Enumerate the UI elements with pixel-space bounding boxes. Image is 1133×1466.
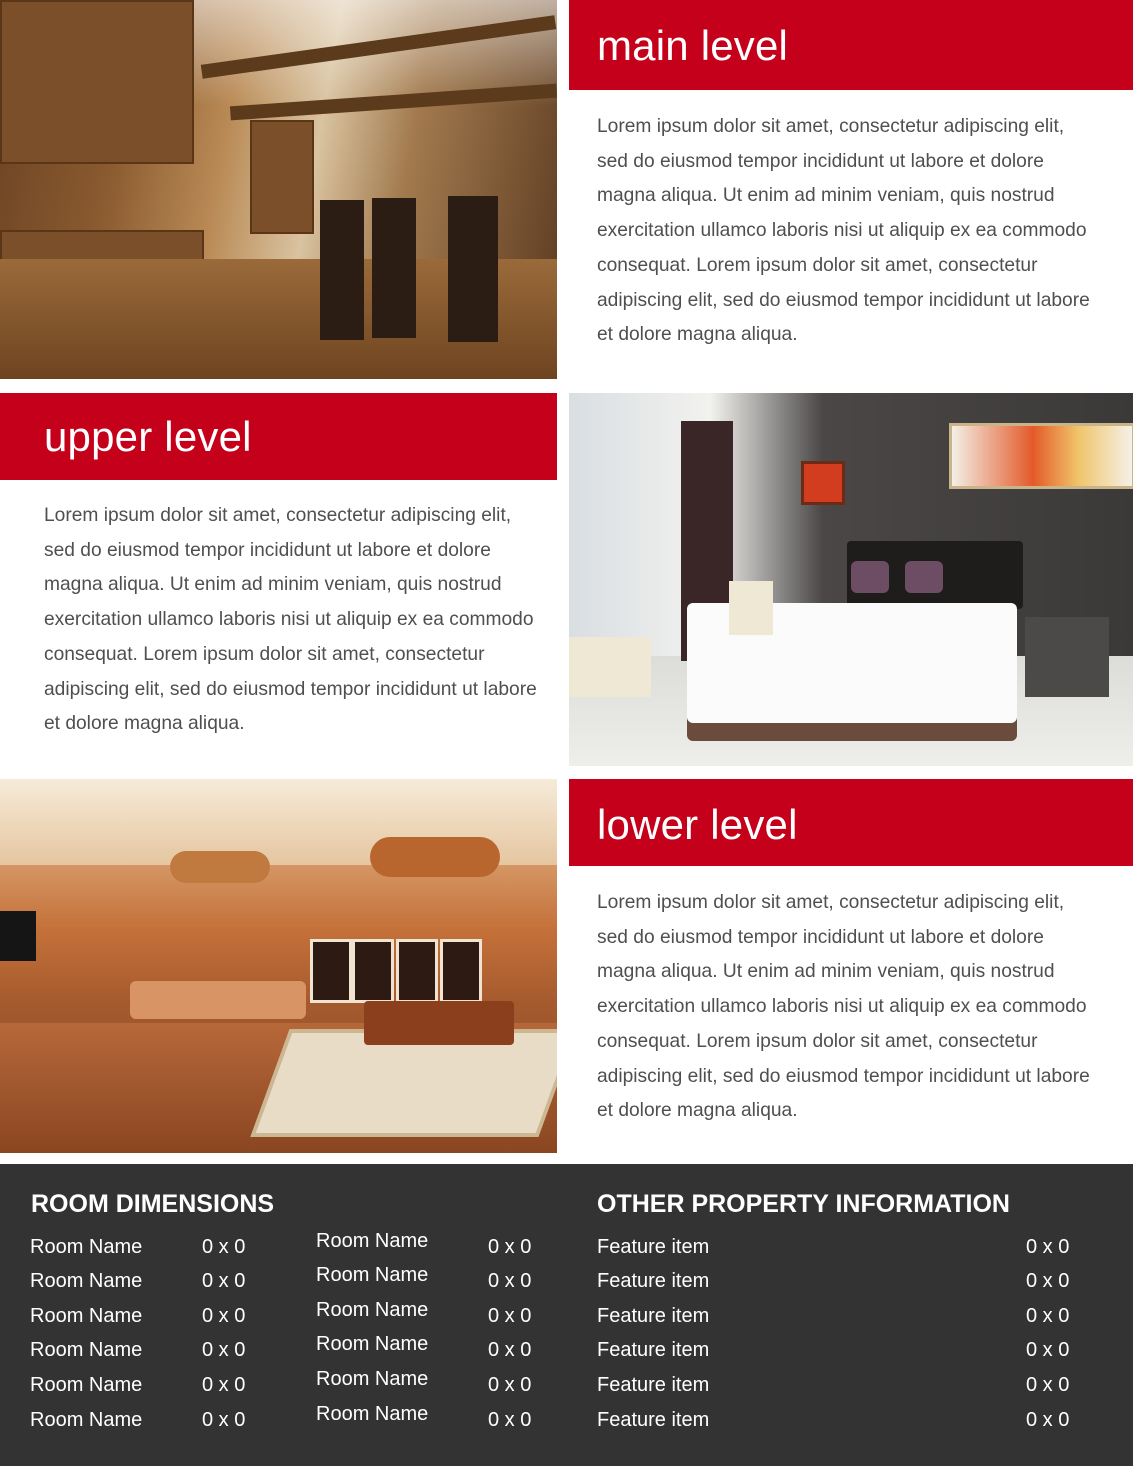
wall-painting	[949, 423, 1133, 489]
room-dimensions-heading: ROOM DIMENSIONS	[31, 1190, 275, 1218]
room-dimension: 0 x 0	[488, 1270, 532, 1292]
game-room-photo	[0, 779, 557, 1153]
room-name: Room Name	[30, 1236, 143, 1258]
room-name: Room Name	[316, 1230, 429, 1252]
small-painting	[801, 461, 845, 505]
feature-value: 0 x 0	[1026, 1270, 1070, 1292]
room-dimension: 0 x 0	[202, 1270, 246, 1292]
lower-level-title: lower level	[597, 801, 798, 848]
pantry-cabinet	[250, 120, 314, 234]
main-level-title: main level	[597, 22, 789, 69]
room-dimension: 0 x 0	[202, 1305, 246, 1327]
sectional-sofa	[130, 981, 306, 1019]
feature-name: Feature item	[597, 1374, 710, 1396]
armchair	[729, 581, 773, 635]
feature-value: 0 x 0	[1026, 1236, 1070, 1258]
bedroom-photo	[569, 393, 1133, 766]
feature-name: Feature item	[597, 1339, 710, 1361]
television	[0, 911, 36, 961]
main-level-header	[569, 0, 1133, 90]
room-name: Room Name	[30, 1305, 143, 1327]
room-name: Room Name	[316, 1368, 429, 1390]
room-name: Room Name	[30, 1409, 143, 1431]
other-info-heading: OTHER PROPERTY INFORMATION	[597, 1190, 1010, 1218]
bar-stool	[372, 198, 416, 338]
feature-name: Feature item	[597, 1305, 710, 1327]
main-level-text: Lorem ipsum dolor sit amet, consectetur adipiscing elit, sed do eiusmod tempor incididunt ut labore et dolore magna aliqua. Ut enim ad minim veniam, quis nostrud exercitation ullamco laboris nisi ut aliquip ex ea commodo consequat. Lorem ipsum dolor sit amet, consectetur adipiscing elit, sed do eiusmod tempor incididunt ut labore et dolore magna aliqua.	[597, 116, 1090, 346]
feature-value: 0 x 0	[1026, 1305, 1070, 1327]
feature-value: 0 x 0	[1026, 1339, 1070, 1361]
kitchen-photo	[0, 0, 557, 379]
room-name: Room Name	[316, 1333, 429, 1355]
room-name: Room Name	[316, 1299, 429, 1321]
ceiling-medallion	[370, 837, 500, 877]
pool-table	[364, 1001, 514, 1045]
bar-stool	[320, 200, 364, 340]
room-dimension: 0 x 0	[488, 1236, 532, 1258]
upper-cabinets	[0, 0, 194, 164]
room-name: Room Name	[30, 1270, 143, 1292]
window	[440, 939, 482, 1003]
area-rug	[250, 1029, 557, 1137]
property-info-footer	[0, 1164, 1133, 1466]
room-dimension: 0 x 0	[488, 1374, 532, 1396]
upper-level-text: Lorem ipsum dolor sit amet, consectetur adipiscing elit, sed do eiusmod tempor incididunt ut labore et dolore magna aliqua. Ut enim ad minim veniam, quis nostrud exercitation ullamco laboris nisi ut aliquip ex ea commodo consequat. Lorem ipsum dolor sit amet, consectetur adipiscing elit, sed do eiusmod tempor incididunt ut labore et dolore magna aliqua.	[44, 505, 537, 735]
room-dimension: 0 x 0	[202, 1374, 246, 1396]
window	[396, 939, 438, 1003]
feature-value: 0 x 0	[1026, 1409, 1070, 1431]
armchair	[569, 637, 651, 697]
room-name: Room Name	[30, 1374, 143, 1396]
room-name: Room Name	[316, 1403, 429, 1425]
room-dimension: 0 x 0	[488, 1305, 532, 1327]
window	[352, 939, 394, 1003]
room-name: Room Name	[316, 1264, 429, 1286]
bar-stool	[448, 196, 498, 342]
pillow	[905, 561, 943, 593]
room-dimension: 0 x 0	[202, 1339, 246, 1361]
room-dimension: 0 x 0	[202, 1409, 246, 1431]
room-dimension: 0 x 0	[202, 1236, 246, 1258]
room-dimension: 0 x 0	[488, 1339, 532, 1361]
feature-value: 0 x 0	[1026, 1374, 1070, 1396]
pillow	[851, 561, 889, 593]
nightstand	[1025, 617, 1109, 697]
room-dimension: 0 x 0	[488, 1409, 532, 1431]
feature-name: Feature item	[597, 1270, 710, 1292]
ceiling-beam	[230, 84, 557, 121]
upper-level-title: upper level	[44, 413, 252, 460]
room-name: Room Name	[30, 1339, 143, 1361]
ceiling-medallion	[170, 851, 270, 883]
ceiling-beam	[201, 15, 556, 79]
window	[310, 939, 352, 1003]
lower-level-header	[569, 779, 1133, 866]
feature-name: Feature item	[597, 1236, 710, 1258]
lower-level-text: Lorem ipsum dolor sit amet, consectetur adipiscing elit, sed do eiusmod tempor incididunt ut labore et dolore magna aliqua. Ut enim ad minim veniam, quis nostrud exercitation ullamco laboris nisi ut aliquip ex ea commodo consequat. Lorem ipsum dolor sit amet, consectetur adipiscing elit, sed do eiusmod tempor incididunt ut labore et dolore magna aliqua.	[597, 892, 1090, 1122]
upper-level-header	[0, 393, 557, 480]
feature-name: Feature item	[597, 1409, 710, 1431]
